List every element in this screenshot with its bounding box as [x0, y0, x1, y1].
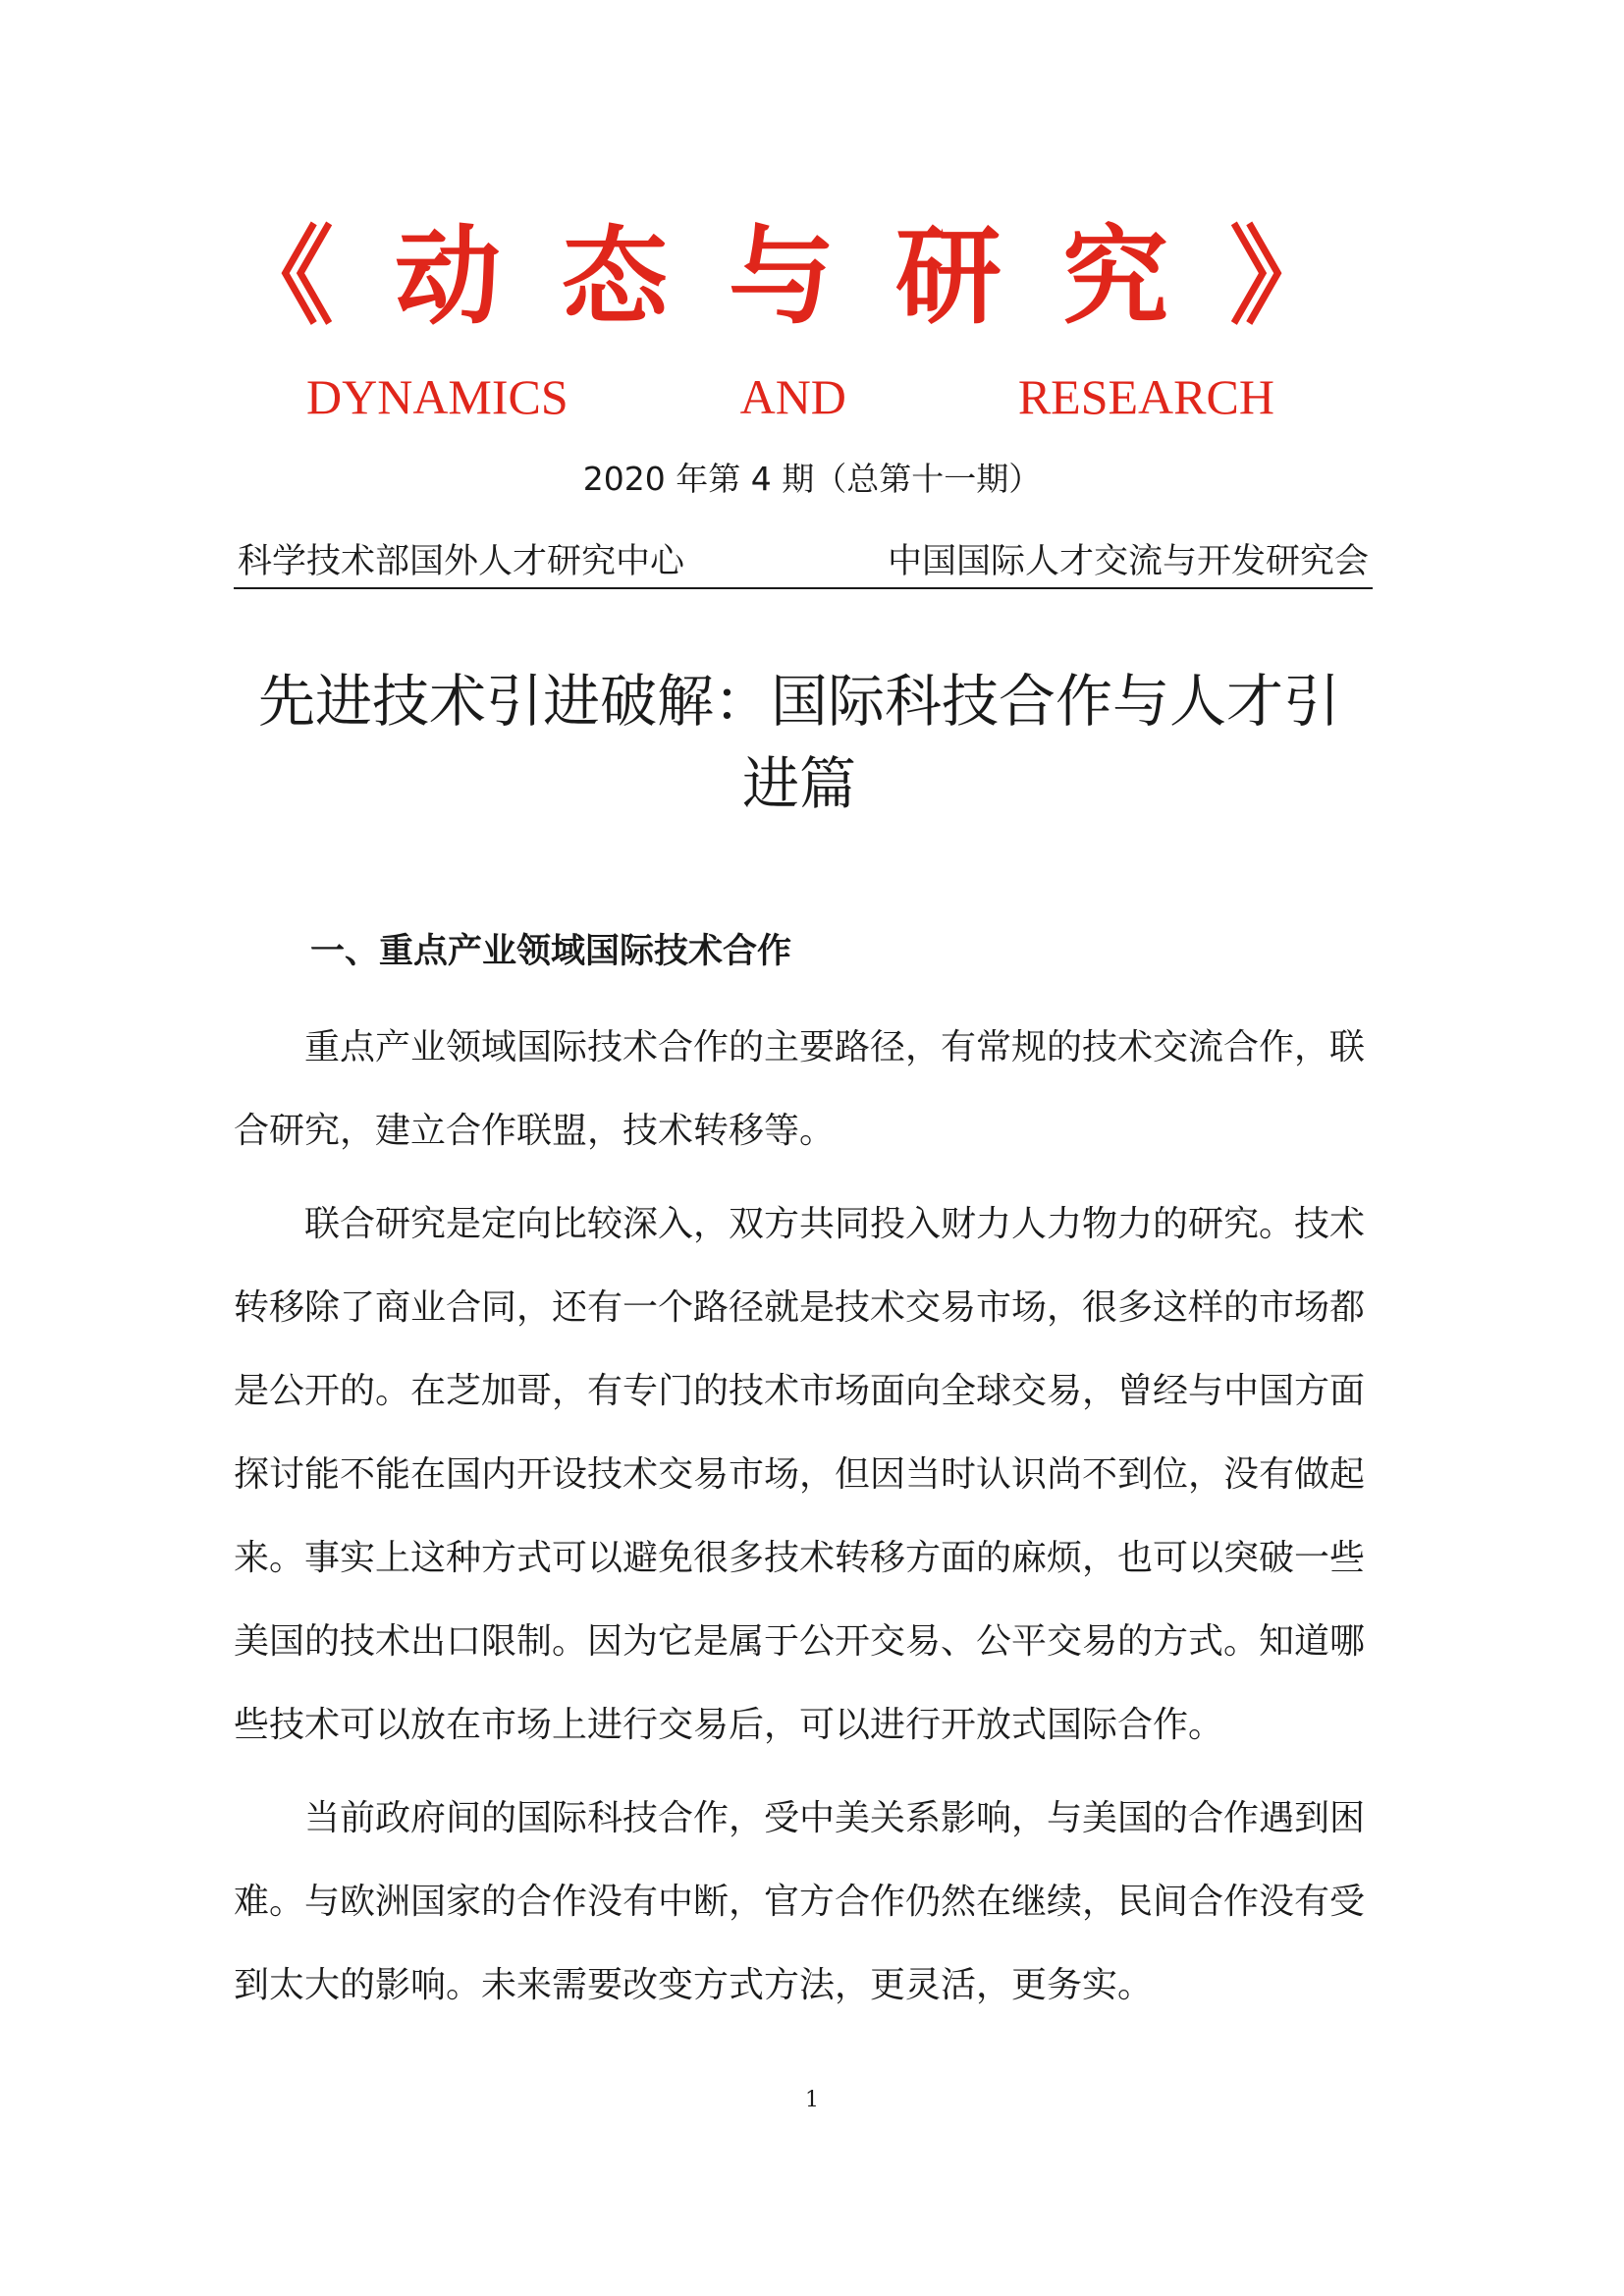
- masthead-title: 《动态与研究》: [227, 216, 1396, 339]
- article-title: 先进技术引进破解：国际科技合作与人才引进篇: [257, 668, 1340, 817]
- page-number: 1: [805, 2088, 819, 2112]
- masthead-en-word-1: DYNAMICS: [306, 369, 568, 424]
- masthead-en-word-3: RESEARCH: [1017, 369, 1274, 424]
- paragraph-3: 当前政府间的国际科技合作，受中美关系影响，与美国的合作遇到困难。与欧洲国家的合作没有中断，官方合作仍然在继续，民间合作没有受到太大的影响。未来需要改变方式方法，更灵活，更务实。: [234, 1798, 1366, 2005]
- masthead-english-title: [306, 367, 1274, 426]
- masthead-en-word-2: AND: [739, 369, 846, 424]
- article-body: [234, 1006, 1365, 2037]
- paragraph-1: 重点产业领域国际技术合作的主要路径，有常规的技术交流合作，联合研究，建立合作联盟，技术转移等。: [234, 1027, 1366, 1151]
- publisher-2: 中国国际人才交流与开发研究会: [887, 542, 1369, 581]
- publisher-line: [234, 538, 1373, 589]
- section-heading: 一、重点产业领域国际技术合作: [310, 932, 792, 971]
- publisher-1: 科学技术部国外人才研究中心: [238, 542, 685, 581]
- paragraph-2: 联合研究是定向比较深入，双方共同投入财力人力物力的研究。技术转移除了商业合同，还有一个路径就是技术交易市场，很多这样的市场都是公开的。在芝加哥，有专门的技术市场面向全球交易，曾经与中国方面探讨能不能在国内开设技术交易市场，但因当时认识尚不到位，没有做起来。事实上这种方式可以避免很多技术转移方面的麻烦，也可以突破一些美国的技术出口限制。因为它是属于公开交易、公平交易的方式。知道哪些技术可以放在市场上进行交易后，可以进行开放式国际合作。: [234, 1204, 1366, 1745]
- issue-line: 2020 年第 4 期（总第十一期）: [582, 460, 1042, 498]
